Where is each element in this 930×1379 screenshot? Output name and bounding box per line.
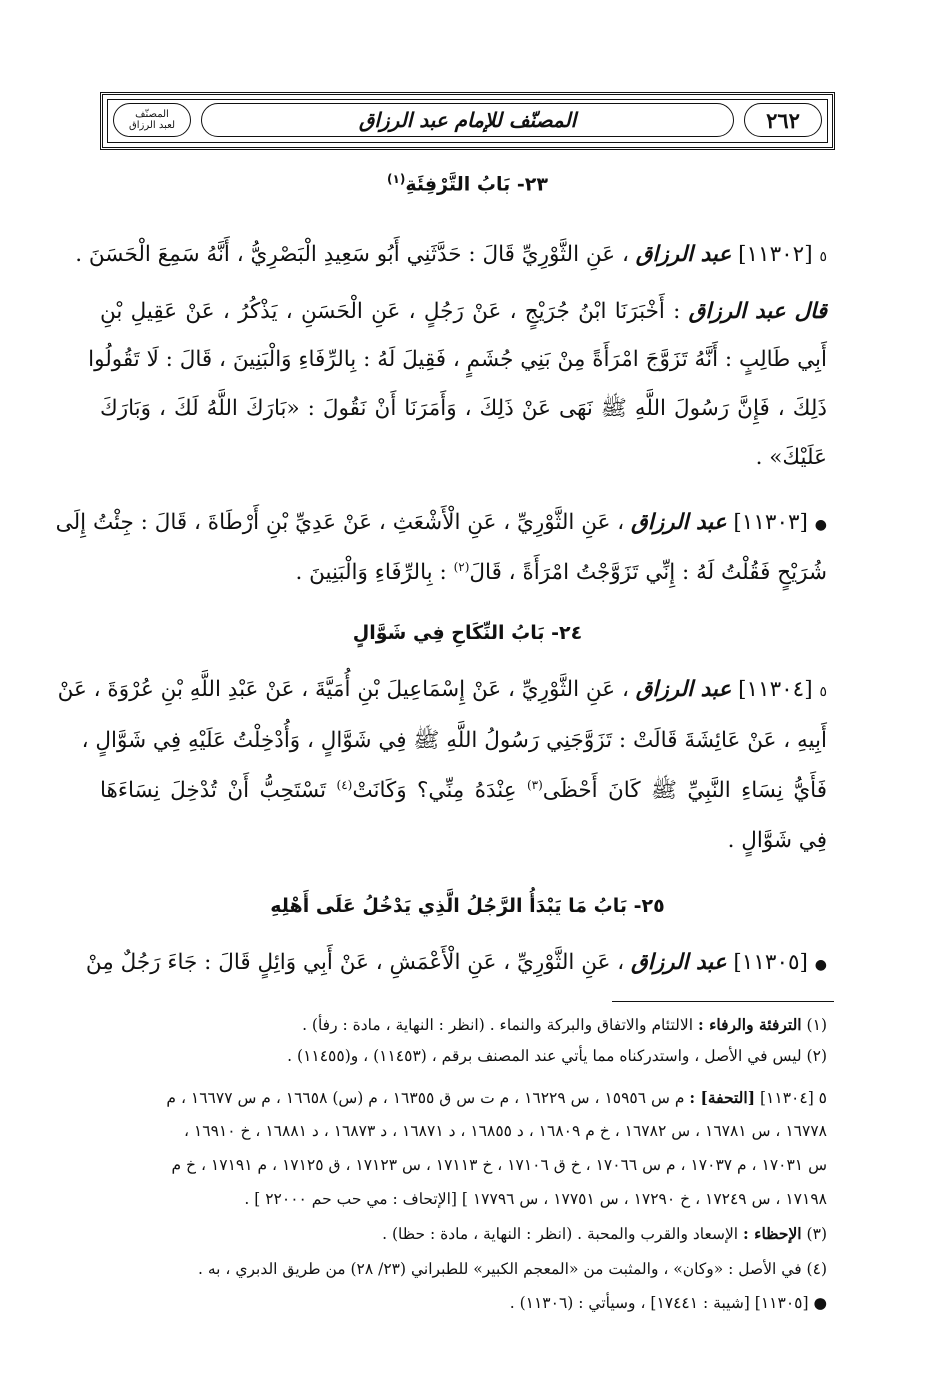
footnote-text: في الأصل : «وكان» ، والمثبت من «المعجم الكبير» للطبراني (٢٣/ ٢٨) من طريق الدبري ، به . bbox=[197, 1260, 802, 1278]
footnote-text: الالتئام والاتفاق والبركة والنماء . (انظر : النهاية ، مادة : رفأ) . bbox=[302, 1016, 694, 1034]
chapter-number: ٢٤- bbox=[551, 622, 583, 644]
footnote-text: س ١٧٠٣١ ، م ١٧٠٣٧ ، م س ١٧٠٦٦ ، خ ق ١٧١٠٦ ، خ ١٧١١٣ ، س ١٧١٢٣ ، ق ١٧١٢٥ ، م ١٧١٩١ ، خ م bbox=[171, 1156, 827, 1174]
hadith-11304-line bbox=[57, 677, 827, 702]
hadith-text: تَسْتَحِبُّ أَنْ تُدْخِلَ نِسَاءَهَا bbox=[100, 778, 327, 803]
footnote-term: [التحفة] : bbox=[689, 1088, 756, 1107]
hadith-text: أَبِي طَالِبٍ : أَنَّهُ تَزَوَّجَ امْرَأَةً مِنْ بَنِي جُشَمٍ ، فَقِيلَ لَهُ : بِالرِّفَاءِ وَالْبَنِينَ ، قَالَ : لَا تَقُولُوا bbox=[88, 347, 827, 372]
footnote-ref: (٤) bbox=[336, 777, 353, 792]
narrator-name: عبد الرزاق bbox=[635, 242, 732, 267]
hadith-text: فَأَيُّ نِسَاءِ النَّبِيِّ ﷺ كَانَ أَحْظَى bbox=[542, 778, 827, 803]
hadith-text: ، عَنِ الثَّوْرِيِّ قَالَ : حَدَّثَنِي أَبُو سَعِيدِ الْبَصْرِيُّ ، أَنَّهُ سَمِعَ الْحَسَنَ . bbox=[75, 242, 629, 267]
footnote-tuhfa-cont bbox=[82, 1156, 827, 1174]
footnote-text: م س ١٥٩٥٦ ، س ١٦٢٢٩ ، م ت س ق ١٦٣٥٥ ، م (س) ١٦٦٥٨ ، م س ١٦٦٧٧ ، م bbox=[166, 1089, 685, 1107]
hadith-number: [١١٣٠٥] bbox=[733, 950, 808, 975]
footnote-1 bbox=[82, 1015, 827, 1034]
footnote-mark: (١) bbox=[806, 1016, 827, 1034]
hadith-text: عِنْدَهُ مِنِّي؟ وَكَانَتْ bbox=[352, 778, 517, 803]
hadith-marker: ● bbox=[814, 957, 827, 973]
footnote-ref: (٢) bbox=[453, 560, 470, 574]
text-line bbox=[100, 777, 827, 808]
footnote-text: ليس في الأصل ، واستدركناه مما يأتي عند المصنف برقم ، (١١٤٥٣) ، و(١١٤٥٥) . bbox=[287, 1047, 802, 1065]
logo-line-2: لعبد الرزاق bbox=[128, 120, 176, 131]
hadith-text: شُرَيْحٍ فَقُلْتُ لَهُ : إِنِّي تَزَوَّجْتُ امْرَأَةً ، قَالَ bbox=[469, 560, 827, 586]
chapter-title: بَابُ مَا يَبْدَأُ الرَّجُلُ الَّذِي يَدْخُلُ عَلَى أَهْلِهِ bbox=[270, 895, 628, 917]
footnote-term: الإحظاء : bbox=[743, 1224, 802, 1243]
footnote-mark: ● [١١٣٠٥] bbox=[754, 1294, 827, 1312]
hadith-number: [١١٣٠٣] bbox=[733, 510, 808, 535]
footnote-mark: (٣) bbox=[806, 1225, 827, 1243]
footnote-mark: (٤) bbox=[806, 1260, 827, 1278]
text-line bbox=[100, 828, 827, 853]
chapter-heading-23 bbox=[100, 172, 835, 195]
hadith-number: [١١٣٠٤] bbox=[738, 677, 813, 702]
chapter-title: بَابُ النِّكَاحِ فِي شَوَّالٍ bbox=[352, 622, 545, 644]
narrator-name: عبد الرزاق bbox=[635, 677, 732, 702]
narrator-name: قال عبد الرزاق bbox=[688, 299, 827, 324]
chapter-number: ٢٥- bbox=[633, 895, 665, 917]
text-line bbox=[88, 347, 827, 372]
chapter-heading-25 bbox=[100, 895, 835, 917]
footnote-2 bbox=[82, 1047, 827, 1065]
book-title: المصنّف للإمام عبد الرزاق bbox=[201, 103, 734, 137]
footnote-tuhfa-cont bbox=[82, 1190, 827, 1208]
page-header bbox=[100, 92, 835, 150]
text-line bbox=[81, 727, 827, 758]
footnote-3 bbox=[82, 1224, 827, 1243]
text-line bbox=[100, 560, 827, 585]
footnote-mark: (٢) bbox=[806, 1047, 827, 1065]
chapter-title: بَابُ التَّرْفِئَةِ bbox=[405, 173, 511, 196]
hadith-11303-line bbox=[55, 510, 827, 535]
hadith-text: عَلَيْكَ» . bbox=[755, 445, 827, 470]
narrator-name: عبد الرزاق bbox=[631, 950, 727, 975]
footnote-term: الترفئة والرفاء : bbox=[697, 1015, 802, 1034]
hadith-number: [١١٣٠٢] bbox=[738, 242, 813, 267]
page-number: ٢٦٢ bbox=[744, 103, 822, 137]
footnote-tuhfa-cont bbox=[82, 1122, 827, 1140]
hadith-text: : أَخْبَرَنَا ابْنُ جُرَيْجٍ ، عَنْ رَجُلٍ ، عَنِ الْحَسَنِ ، يَذْكُرُ ، عَنْ عَقِيلِ بْنِ bbox=[100, 299, 681, 324]
footnote-text: [شيبة : ١٧٤٤١] ، وسيأتي : (١١٣٠٦) . bbox=[509, 1294, 750, 1312]
hadith-marker: ٥ bbox=[819, 684, 827, 700]
hadith-text: ، عَنِ الثَّوْرِيِّ ، عَنْ إِسْمَاعِيلَ بْنِ أُمَيَّةَ ، عَنْ عَبْدِ اللَّهِ بْنِ عُرْوَةَ ، عَنْ bbox=[57, 677, 629, 702]
book-logo bbox=[113, 103, 191, 137]
hadith-marker: ٥ bbox=[819, 249, 827, 265]
footnote-text: ١٧١٩٨ ، س ١٧٢٤٩ ، خ ١٧٢٩٠ ، س ١٧٧٥١ ، س ١٧٧٩٦ ] [الإتحاف : مي حب حم ٢٢٠٠٠ ] . bbox=[244, 1190, 827, 1208]
footnote-ref: (١) bbox=[387, 172, 406, 186]
hadith-text: فِي شَوَّالٍ . bbox=[727, 828, 827, 853]
chapter-heading-24 bbox=[100, 622, 835, 644]
footnote-ref: (٣) bbox=[526, 777, 543, 792]
footnote-11305 bbox=[82, 1294, 827, 1312]
footnote-tuhfa bbox=[82, 1088, 827, 1107]
hadith-11302-line bbox=[75, 242, 827, 267]
footnote-text: الإسعاد والقرب والمحبة . (انظر : النهاية ، مادة : حظا) . bbox=[382, 1225, 739, 1243]
footnote-separator bbox=[612, 1001, 834, 1002]
hadith-text: ذَلِكَ ، فَإِنَّ رَسُولَ اللَّهِ ﷺ نَهَى عَنْ ذَلِكَ ، وَأَمَرَنَا أَنْ نَقُولَ : «بَارَكَ اللَّهُ لَكَ ، وَبَارَكَ bbox=[100, 396, 827, 421]
footnote-text: ١٦٧٧٨ ، س ١٦٧٨١ ، س ١٦٧٨٢ ، خ م ١٦٨٠٩ ، د ١٦٨٥٥ ، د ١٦٨٧١ ، د ١٦٨٧٣ ، د ١٦٨٨١ ، خ ١٦٩١٠ ، bbox=[183, 1122, 827, 1140]
hadith-text: أَبِيهِ ، عَنْ عَائِشَةَ قَالَتْ : تَزَوَّجَنِي رَسُولُ اللَّهِ ﷺ فِي شَوَّالٍ ، وَأُدْخِلْتُ عَلَيْهِ فِي شَوَّالٍ ، bbox=[81, 728, 827, 753]
narrator-name: عبد الرزاق bbox=[631, 510, 727, 535]
hadith-11305-line bbox=[85, 950, 827, 975]
hadith-text: ، عَنِ الثَّوْرِيِّ ، عَنِ الْأَعْمَشِ ، عَنْ أَبِي وَائِلٍ قَالَ : جَاءَ رَجُلٌ مِنْ bbox=[85, 950, 625, 975]
text-line bbox=[100, 299, 827, 324]
footnote-mark: ٥ [١١٣٠٤] bbox=[759, 1089, 827, 1107]
hadith-text: : بِالرِّفَاءِ وَالْبَنِينَ . bbox=[295, 560, 447, 586]
text-line bbox=[100, 445, 827, 470]
hadith-text: ، عَنِ الثَّوْرِيِّ ، عَنِ الْأَشْعَثِ ، عَنْ عَدِيِّ بْنِ أَرْطَاةَ ، قَالَ : جِئْتُ إِلَى bbox=[55, 510, 625, 535]
logo-line-1: المصنّف bbox=[135, 109, 169, 120]
hadith-marker: ● bbox=[814, 517, 827, 533]
chapter-number: ٢٣- bbox=[516, 173, 548, 196]
text-line bbox=[100, 395, 827, 426]
footnote-4 bbox=[82, 1260, 827, 1278]
